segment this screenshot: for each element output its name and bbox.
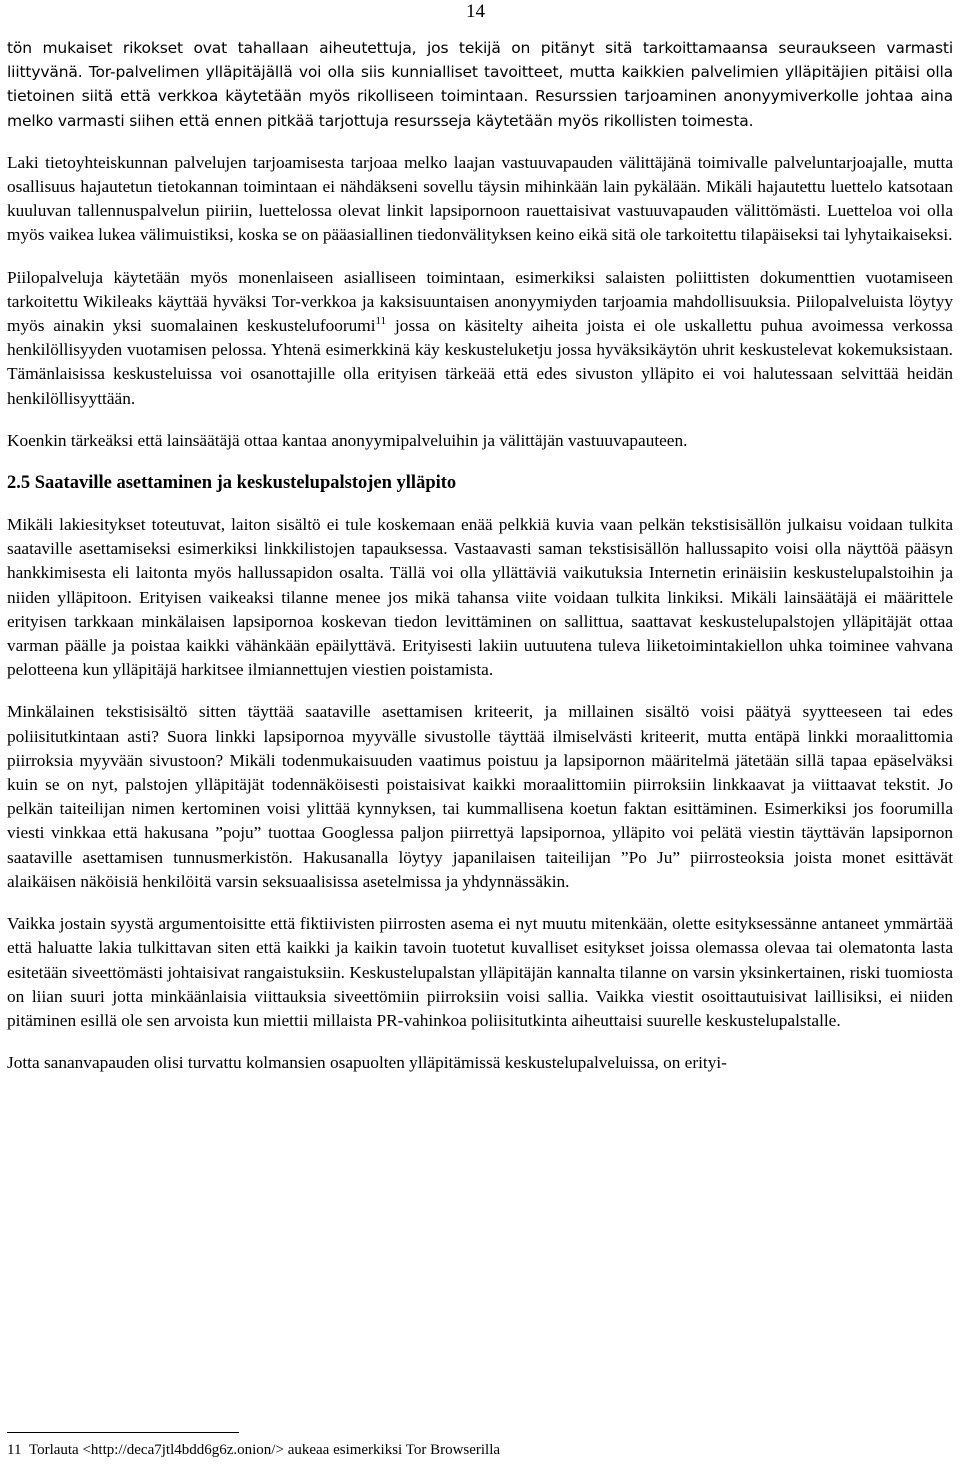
paragraph-hidden-services-text-before: Piilopalveluja käytetään myös monenlaiseen asialliseen toimintaan, esimerkiksi salaisten poliittisten dokumenttien vuotamiseen tarkoitettu Wikileaks käyttää hyväksi Tor-verkkoa ja kaksisuuntaisen anonyymiyden tarjoamia mahdollisuuksia. Piilopalveluista löytyy myös ainakin yksi suomalainen keskustelufoorumi — [7, 267, 953, 336]
section-heading: 2.5 Saataville asettaminen ja keskustelupalstojen ylläpito — [7, 473, 457, 494]
section-paragraph-fictional-drawings: Vaikka jostain syystä argumentoisitte että fiktiivisten piirrosten asema ei nyt muutu mitenkään, olette esityksessänne antaneet ymmärtää että haluatte lakia tulkittavan siten että kaikki ja kaikin tavoin tuotetut kuvalliset esitykset joissa olemassa olevaa tai olematonta lasta esitetään siveettömästi johtaisivat rangaistuksiin. Keskustelupalstan ylläpitäjän kannalta tilanne on varsin yksinkertainen, riski tuomiosta on liian suuri jotta minkäänlaisia viittauksia siveettömiin piirroksiin voisi sallia. Vaikka viestit osoittautuisivat laillisiksi, ei niiden pitäminen esillä ole sen arvoista kun miettii millaista PR-vahinkoa poliisitutkinta aiheuttaisi suurelle keskustelupalstalle. — [7, 914, 953, 1030]
section-paragraph-text-content: Mikäli lakiesitykset toteutuvat, laiton sisältö ei tule koskemaan enää pelkkiä kuvia vaan pelkän tekstisisällön julkaisu voidaan tulkita saataville asettamiseksi esimerkiksi linkkilistojen tapauksessa. Vastaavasti saman tekstisisällön hallussapito voisi olla näyttöä pääsyn hankkimisesta eli laitonta myös hallussapidon osalta. Tällä voi olla yllättäviä vaikutuksia Internetin erinäisiin keskustelupalstoihin ja niiden ylläpitoon. Erityisen vaikeaksi tilanne menee jos mikä tahansa viite voidaan tulkita linkiksi. Mikäli lainsäätäjä ei määrittele erityisen tarkkaan minkälaisen lapsipornoa koskevan tiedon levittäminen on sallittua, saattavat keskustelupalstojen ylläpitäjät ottaa varman päälle ja poistaa kaikki vähänkään epäilyttävä. Erityisesti lakiin uutuutena tuleva liiketoimintakiellon uhka toiminee vahvana pelotteena kun ylläpitäjä harkitsee ilmiannettujen viestien poistamista. — [7, 515, 953, 680]
paragraph-hidden-services — [7, 266, 953, 411]
document-body — [7, 36, 953, 1093]
paragraph-hidden-services-text-after: jossa on käsitelty aiheita joista ei ole uskallettu puhua avoimessa verkossa henkilöllisyyden vuotamisen pelossa. Yhtenä esimerkkinä käy keskusteluketju jossa hyväksikäytön uhrit keskustelevat kokemuksistaan. Tämänlaisissa keskusteluissa voi osanottajille olla erityisen tärkeää että edes sivuston ylläpito ei voi halutessaan selvittää heidän henkilöllisyyttään. — [7, 316, 953, 408]
paragraph-conclusion: Koenkin tärkeäksi että lainsäätäjä ottaa kantaa anonyymipalveluihin ja välittäjän vastuuvapauteen. — [7, 430, 688, 450]
section-paragraph-criteria: Minkälainen tekstisisältö sitten täyttää saataville asettamisen kriteerit, ja millainen sisältö voisi päätyä syytteeseen tai edes poliisitutkintaan asti? Suora linkki lapsipornoa myyvälle sivustolle täyttää ilmiselvästi kriteerit, mutta entäpä linkki moraalittomia piirroksia myyvään sivustoon? Mikäli todenmukaisuuden vaatimus poistuu ja lapsipornon määritelmä jätetään sillä tapaa epäselväksi kuin se on nyt, palstojen ylläpitäjät todennäköisesti poistaisivat kaikki moraalittomiin piirroksiin linkkaavat ja viittaavat tekstit. Jo pelkän taiteilijan nimen kertominen voisi ylittää kynnyksen, tai kummallisena koetun faktan esittäminen. Esimerkiksi jos foorumilla viesti vinkkaa että hakusana ”poju” tuottaa Googlessa paljon piirrettyä lapsipornoa, ylläpito voi pelätä viestin täyttävän lapsipornon saataville asettamisen tunnusmerkistön. Hakusanalla löytyy japanilaisen taiteilijan ”Po Ju” piirrosteoksia joista monet esittävät alaikäisen näköisiä henkilöitä varsin seksuaalisissa asetelmissa ja yhdynnässäkin. — [7, 702, 953, 891]
section-paragraph-free-speech: Jotta sananvapauden olisi turvattu kolmansien osapuolten ylläpitämissä keskustelupalveluissa, on erityi- — [7, 1053, 727, 1073]
footnote — [7, 1440, 500, 1460]
footnote-text: Torlauta <http://deca7jtl4bdd6g6z.onion/> aukeaa esimerkiksi Tor Browserilla — [28, 1442, 501, 1458]
paragraph-service-provider-law: Laki tietoyhteiskunnan palvelujen tarjoamisesta tarjoaa melko laajan vastuuvapauden välittäjänä toimivalle palveluntarjoajalle, mutta osallisuus hajautetun tietokannan toimintaan ei nähdäkseni sovellu täysin mihinkään lain pykälään. Mikäli hajautettu luettelo katsotaan kuuluvan tallennuspalvelun piiriin, luettelossa olevat linkit lapsipornoon rauettaisivat vastuuvapauden välittömästi. Luetteloa voi olla myös vaikea lukea välimuistiksi, koska se on pääasiallinen tiedonvälityksen keino eikä sitä ole tarkoitettu tilapäiseksi tai lyhytaikaiseksi. — [7, 152, 953, 245]
footnote-reference[interactable]: 11 — [375, 315, 387, 328]
paragraph-tor-intent: tön mukaiset rikokset ovat tahallaan aiheutettuja, jos tekijä on pitänyt sitä tarkoittamaansa seuraukseen varmasti liittyvänä. Tor-palvelimen ylläpitäjällä voi olla siis kunnialliset tavoitteet, mutta kaikkien palvelimien ylläpitäjien pitäisi olla tietoinen siitä että verkkoa käytetään myös rikolliseen toimintaan. Resurssien tarjoaminen anonyymiverkolle johtaa aina melko varmasti siihen että ennen pitkää tarjottuja resursseja käytetään myös rikollisten toimesta. — [7, 39, 953, 130]
footnote-number: 11 — [7, 1442, 22, 1458]
page-number: 14 — [466, 1, 485, 22]
footnote-divider — [7, 1432, 239, 1433]
